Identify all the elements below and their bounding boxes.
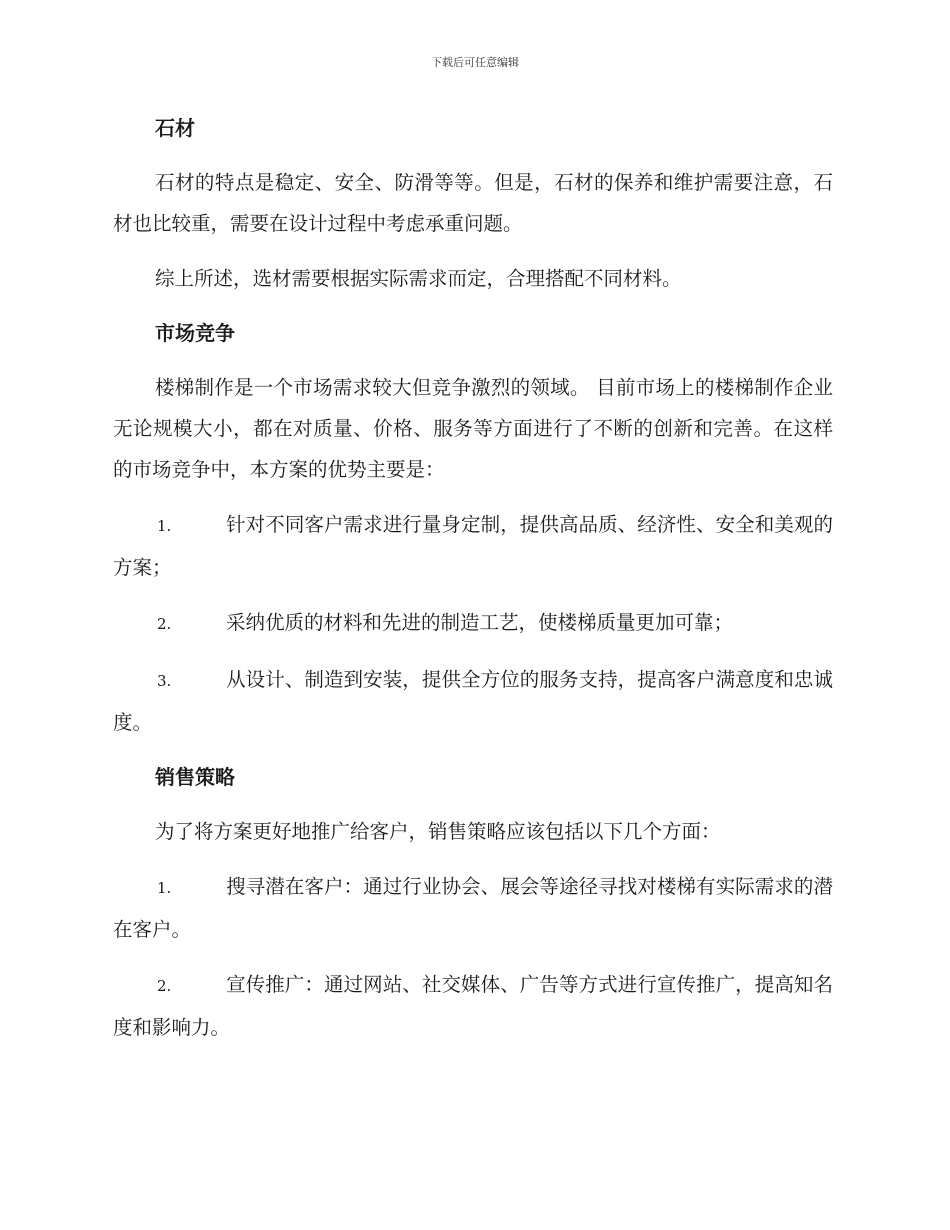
section-heading-stone: 石材 [155, 116, 195, 140]
sales-list-item-1 [113, 866, 833, 950]
list-item-text: 搜寻潜在客户：通过行业协会、展会等途径寻找对楼梯有实际需求的潜在客户。 [113, 875, 833, 941]
section-heading-market: 市场竞争 [155, 321, 235, 345]
list-number: 1. [157, 517, 172, 535]
section-heading-sales: 销售策略 [155, 765, 235, 789]
stone-paragraph-1: 石材的特点是稳定、安全、防滑等等。但是，石材的保养和维护需要注意，石材也比较重，需要在设计过程中考虑承重问题。 [113, 171, 833, 235]
list-item-text: 宣传推广：通过网站、社交媒体、广告等方式进行宣传推广，提高知名度和影响力。 [113, 973, 833, 1039]
list-item-text: 从设计、制造到安装，提供全方位的服务支持，提高客户满意度和忠诚度。 [113, 668, 833, 734]
market-list-item-2 [113, 602, 833, 645]
stone-paragraph-2: 综上所述，选材需要根据实际需求而定，合理搭配不同材料。 [155, 267, 682, 290]
document-body [113, 108, 833, 1062]
market-paragraph-1: 楼梯制作是一个市场需求较大但竞争激烈的领域。 目前市场上的楼梯制作企业无论规模大小，都在对质量、价格、服务等方面进行了不断的创新和完善。在这样的市场竞争中，本方案的优势主要是： [113, 376, 833, 481]
list-number: 1. [157, 879, 172, 897]
market-list-item-3 [113, 659, 833, 743]
list-number: 2. [157, 977, 172, 995]
list-item-text: 针对不同客户需求进行量身定制，提供高品质、经济性、安全和美观的方案； [113, 513, 833, 579]
sales-paragraph-1: 为了将方案更好地推广给客户，销售策略应该包括以下几个方面： [155, 820, 721, 843]
list-number: 3. [157, 672, 172, 690]
list-number: 2. [157, 615, 172, 633]
list-item-text: 采纳优质的材料和先进的制造工艺，使楼梯质量更加可靠； [226, 611, 734, 634]
header-note: 下载后可任意编辑 [431, 56, 519, 69]
sales-list-item-2 [113, 964, 833, 1048]
market-list-item-1 [113, 504, 833, 588]
